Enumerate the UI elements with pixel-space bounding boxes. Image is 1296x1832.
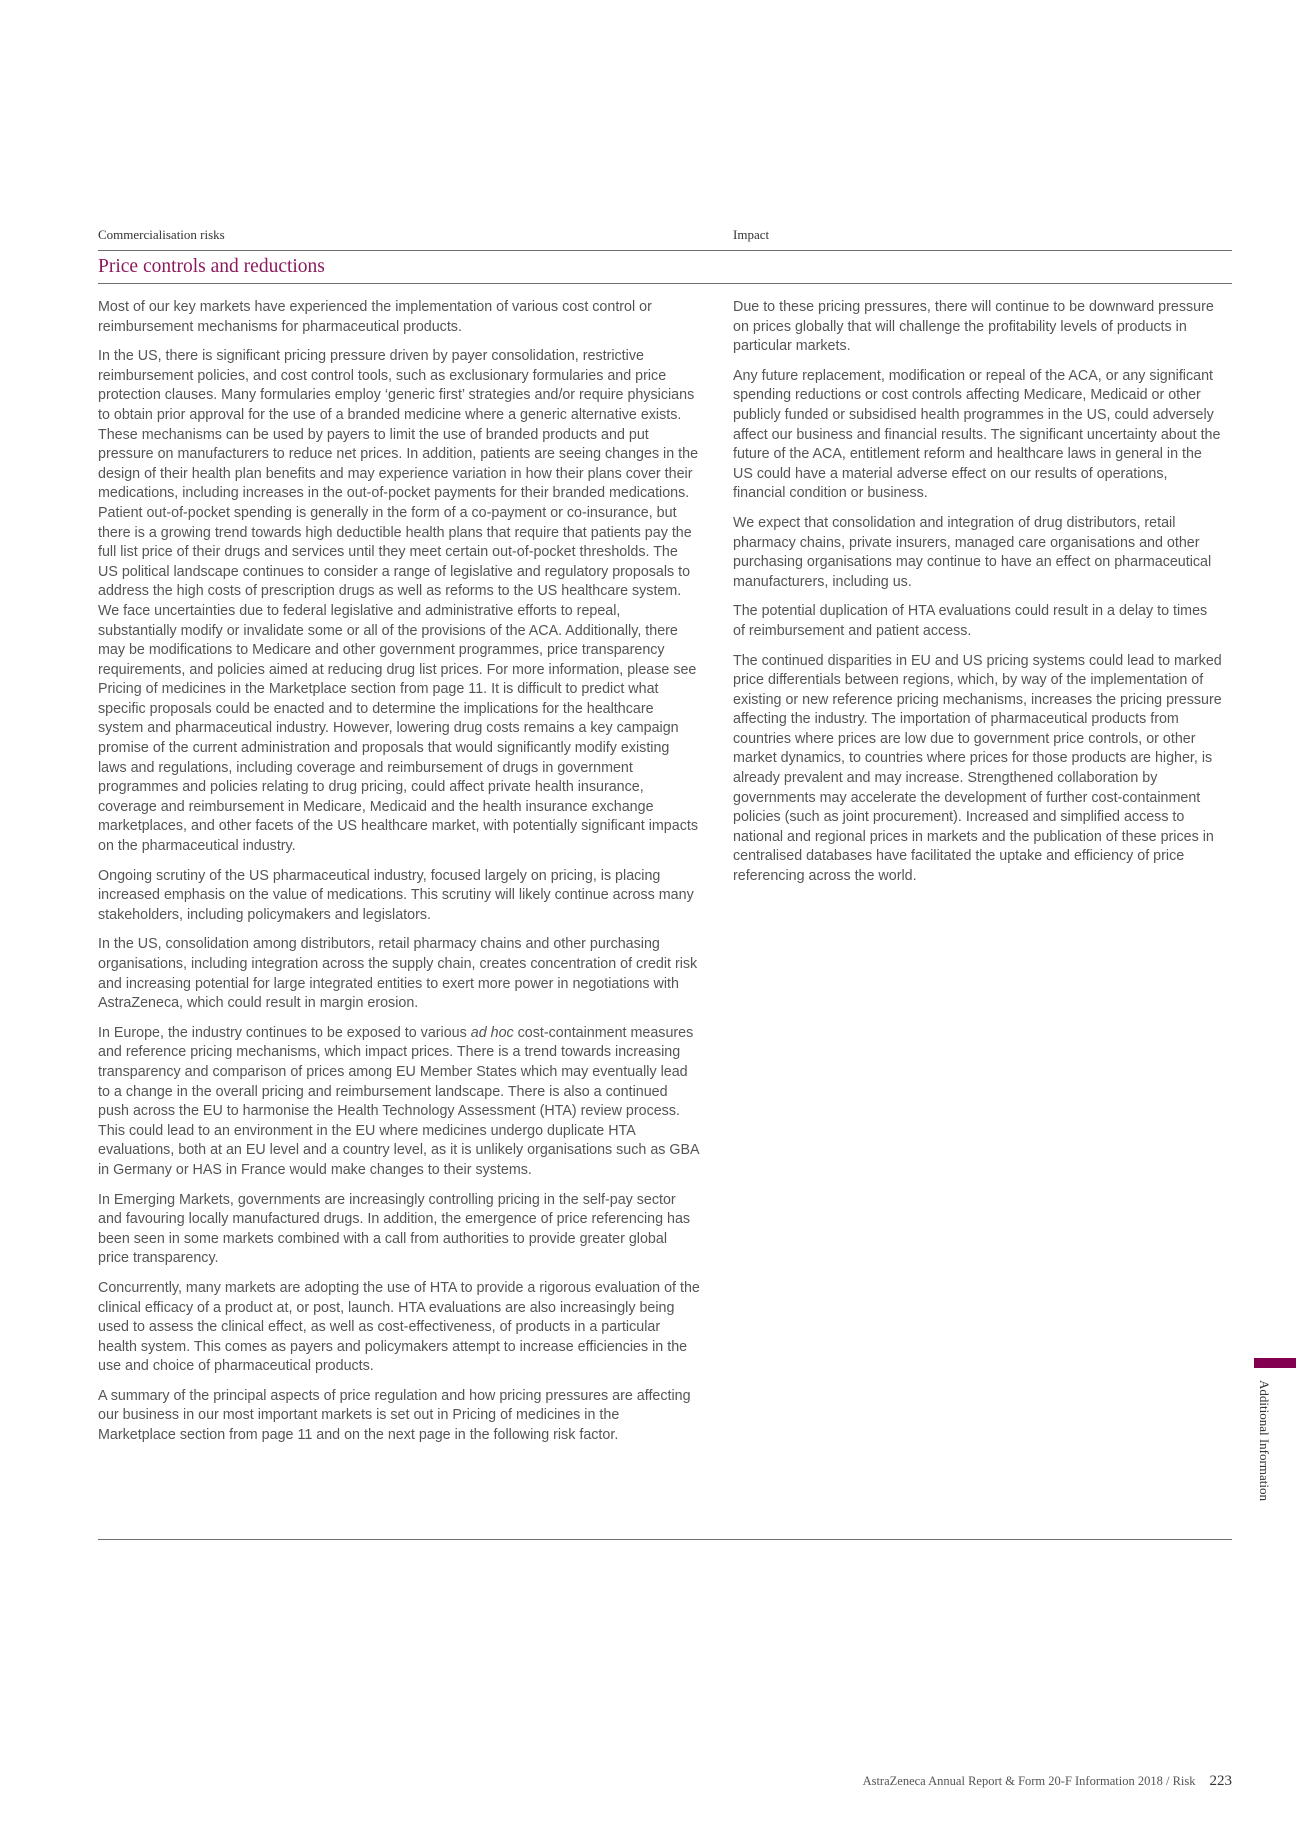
paragraph: The potential duplication of HTA evaluations could result in a delay to times of reimbursement and patient access. xyxy=(733,603,1208,639)
paragraph: We expect that consolidation and integration of drug distributors, retail pharmacy chains, private insurers, managed care organisations and other purchasing organisations may continue to have an effect on pharmaceutical manufacturers, including us. xyxy=(733,514,1212,590)
paragraph: Most of our key markets have experienced the implementation of various cost control or reimbursement mechanisms for pharmaceutical products. xyxy=(98,299,652,335)
impact-column xyxy=(733,298,1223,897)
table-column-headers xyxy=(98,224,1232,251)
paragraph: Any future replacement, modification or repeal of the ACA, or any significant spending reductions or cost controls affecting Medicare, Medicaid or other publicly funded or subsidised health programmes in the US, could adversely affect our business and financial results. The significant uncertainty about the future of the ACA, entitlement reform and healthcare laws in general in the US could have a material adverse effect on our results of operations, financial condition or business. xyxy=(733,367,1221,502)
paragraph: In the US, consolidation among distributors, retail pharmacy chains and other purchasing organisations, including integration across the supply chain, creates concentration of credit risk and increasing potential for large integrated entities to exert more power in negotiations with AstraZeneca, which could result in margin erosion. xyxy=(98,936,698,1012)
section-tab-label: Additional Information xyxy=(1257,1380,1272,1501)
footer-text: AstraZeneca Annual Report & Form 20-F Information 2018 / Risk xyxy=(862,1774,1196,1788)
section-title-row xyxy=(98,251,1232,284)
risk-description-column xyxy=(98,298,701,1456)
paragraph: Due to these pricing pressures, there will continue to be downward pressure on prices globally that will challenge the profitability levels of products in particular markets. xyxy=(733,299,1214,355)
paragraph: In the US, there is significant pricing pressure driven by payer consolidation, restrictive reimbursement policies, and cost control tools, such as exclusionary formularies and price protection clauses. Many formularies employ ‘generic first’ strategies and/or require physicians to obtain prior approval for the use of a branded medicine where a generic alternative exists. These mechanisms can be used by payers to limit the use of branded products and put pressure on manufacturers to reduce net prices. In addition, patients are seeing changes in the design of their health plan benefits and may experience variation in how their plans cover their medications, including increases in the out-of-pocket payments for their branded medications. Patient out-of-pocket spending is generally in the form of a co-payment or co-insurance, but there is a growing trend towards high deductible health plans that require that patients pay the full list price of their drugs and services until they meet certain out-of-pocket thresholds. The US political landscape continues to consider a range of legislative and regulatory proposals to address the high costs of prescription drugs as well as reforms to the US healthcare system. We face uncertainties due to federal legislative and administrative efforts to repeal, substantially modify or invalidate some or all of the provisions of the ACA. Additionally, there may be modifications to Medicare and other government programmes, price transparency requirements, and policies aimed at reducing drug list prices. For more information, please see Pricing of medicines in the Marketplace section from page 11. It is difficult to predict what specific proposals could be enacted and to determine the implications for the healthcare system and pharmaceutical industry. However, lowering drug costs remains a key campaign promise of the current administration and proposals that would significantly modify existing laws and regulations, including coverage and reimbursement of drugs in government programmes and policies relating to drug pricing, could affect private health insurance, coverage and reimbursement in Medicare, Medicaid and the health insurance exchange marketplaces, and other facets of the US healthcare market, with potentially significant impacts on the pharmaceutical industry. xyxy=(98,348,699,855)
paragraph-europe xyxy=(98,1024,701,1181)
page-number: 223 xyxy=(1209,1773,1232,1789)
paragraph: A summary of the principal aspects of price regulation and how pricing pressures are affecting our business in our most important markets is set out in Pricing of medicines in the Marketplace section from page 11 and on the next page in the following risk factor. xyxy=(98,1387,691,1444)
page-footer xyxy=(863,1772,1232,1790)
text-span: cost-containment measures and reference pricing mechanisms, which impact prices. There is a trend towards increasing transparency and comparison of prices among EU Member States which may eventually lead to a change in the overall pricing and reimbursement landscape. There is also a continued push across the EU to harmonise the Health Technology Assessment (HTA) review process. This could lead to an environment in the EU where medicines undergo duplicate HTA evaluations, both at an EU level and a country level, as it is unlikely organisations such as GBA in Germany or HAS in France would make changes to their systems. xyxy=(98,1024,699,1178)
text-span: In Europe, the industry continues to be exposed to various xyxy=(98,1024,471,1041)
italic-term: ad hoc xyxy=(470,1024,514,1041)
column-header-commercialisation-risks: Commercialisation risks xyxy=(98,227,225,242)
paragraph: Concurrently, many markets are adopting the use of HTA to provide a rigorous evaluation of the clinical efficacy of a product at, or post, launch. HTA evaluations are also increasingly being used to assess the clinical effect, as well as cost-effectiveness, of products in a particular health system. This comes as payers and policymakers attempt to increase efficiencies in the use and choice of pharmaceutical products. xyxy=(98,1279,700,1375)
paragraph: The continued disparities in EU and US pricing systems could lead to marked price differentials between regions, which, by way of the implementation of existing or new reference pricing mechanisms, increases the pricing pressure affecting the industry. The importation of pharmaceutical products from countries where prices are low due to government price controls, or other market dynamics, to countries where prices for those products are higher, is already prevalent and may increase. Strengthened collaboration by governments may accelerate the development of further cost-containment policies (such as joint procurement). Increased and simplified access to national and regional prices in markets and the publication of these prices in centralised databases have facilitated the uptake and efficiency of price referencing across the world. xyxy=(733,652,1222,885)
table-bottom-rule xyxy=(98,1539,1232,1540)
section-tab-marker xyxy=(1254,1358,1296,1368)
paragraph: Ongoing scrutiny of the US pharmaceutical industry, focused largely on pricing, is placing increased emphasis on the value of medications. This scrutiny will likely continue across many stakeholders, including policymakers and legislators. xyxy=(98,867,694,923)
section-title: Price controls and reductions xyxy=(98,256,325,277)
column-header-impact: Impact xyxy=(733,227,770,242)
paragraph: In Emerging Markets, governments are increasingly controlling pricing in the self-pay sector and favouring locally manufactured drugs. In addition, the emergence of price referencing has been seen in some markets combined with a call from authorities to provide greater global price transparency. xyxy=(98,1191,691,1267)
